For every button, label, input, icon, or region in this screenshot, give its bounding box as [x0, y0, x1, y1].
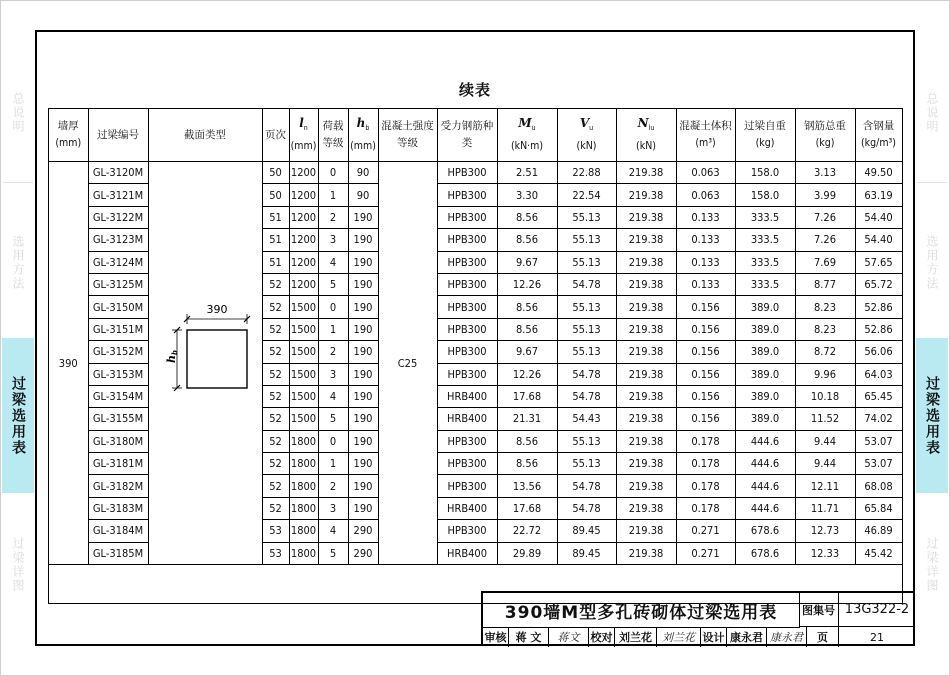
vu-cell: 54.78	[557, 475, 616, 497]
nlu-cell: 219.38	[616, 385, 676, 407]
beam-number-cell: GL-3185M	[88, 542, 148, 564]
load-grade-cell: 5	[318, 542, 348, 564]
page-cell: 52	[262, 453, 289, 475]
rebar-weight-cell: 11.71	[795, 497, 855, 519]
steel-ratio-cell: 53.07	[855, 430, 902, 452]
vu-cell: 55.13	[557, 341, 616, 363]
steel-ratio-cell: 68.08	[855, 475, 902, 497]
ln-cell: 1200	[289, 229, 318, 251]
self-weight-cell: 389.0	[735, 385, 795, 407]
ln-cell: 1200	[289, 251, 318, 273]
ln-cell: 1500	[289, 363, 318, 385]
left-tab-lintel-table[interactable]: 过梁选用表	[2, 338, 34, 493]
vu-cell: 55.13	[557, 229, 616, 251]
right-tab-details[interactable]: 过梁详图	[925, 537, 939, 593]
hb-cell: 190	[348, 273, 378, 295]
concrete-volume-cell: 0.133	[676, 251, 735, 273]
hb-cell: 190	[348, 251, 378, 273]
self-weight-cell: 333.5	[735, 206, 795, 228]
hb-cell: 190	[348, 363, 378, 385]
ln-cell: 1200	[289, 184, 318, 206]
load-grade-cell: 1	[318, 318, 348, 340]
page-cell: 52	[262, 497, 289, 519]
mu-cell: 8.56	[497, 318, 557, 340]
ln-cell: 1500	[289, 341, 318, 363]
header-nl: $N_{lu}$ (kN)	[616, 109, 676, 162]
page-cell: 53	[262, 542, 289, 564]
load-grade-cell: 2	[318, 475, 348, 497]
vu-cell: 55.13	[557, 318, 616, 340]
concrete-volume-cell: 0.133	[676, 273, 735, 295]
rebar-weight-cell: 10.18	[795, 385, 855, 407]
concrete-volume-cell: 0.156	[676, 385, 735, 407]
vu-cell: 89.45	[557, 520, 616, 542]
steel-ratio-cell: 54.40	[855, 229, 902, 251]
self-weight-cell: 333.5	[735, 251, 795, 273]
mu-cell: 17.68	[497, 385, 557, 407]
atlas-label: 图集号	[799, 593, 839, 627]
load-grade-cell: 4	[318, 520, 348, 542]
nlu-cell: 219.38	[616, 363, 676, 385]
steel-ratio-cell: 54.40	[855, 206, 902, 228]
table-header-row	[49, 109, 902, 162]
mu-cell: 8.56	[497, 430, 557, 452]
rebar-weight-cell: 3.13	[795, 162, 855, 184]
wall-thickness-cell: 390	[49, 162, 88, 565]
steel-type-cell: HPB300	[437, 475, 497, 497]
beam-number-cell: GL-3151M	[88, 318, 148, 340]
nlu-cell: 219.38	[616, 341, 676, 363]
beam-number-cell: GL-3184M	[88, 520, 148, 542]
beam-number-cell: GL-3122M	[88, 206, 148, 228]
nlu-cell: 219.38	[616, 273, 676, 295]
steel-type-cell: HRB400	[437, 542, 497, 564]
table-row	[49, 162, 902, 184]
beam-number-cell: GL-3180M	[88, 430, 148, 452]
vu-cell: 22.88	[557, 162, 616, 184]
header-page: 页次	[262, 109, 289, 162]
load-grade-cell: 5	[318, 408, 348, 430]
beam-number-cell: GL-3154M	[88, 385, 148, 407]
hb-cell: 190	[348, 296, 378, 318]
section-diagram	[164, 297, 269, 397]
concrete-grade-cell: C25	[378, 162, 437, 565]
load-grade-cell: 3	[318, 497, 348, 519]
page-cell: 50	[262, 162, 289, 184]
nlu-cell: 219.38	[616, 520, 676, 542]
drawing-frame	[35, 30, 915, 646]
header-steel: 受力钢筋种类	[437, 109, 497, 162]
rebar-weight-cell: 8.77	[795, 273, 855, 295]
vu-cell: 54.43	[557, 408, 616, 430]
nlu-cell: 219.38	[616, 251, 676, 273]
concrete-volume-cell: 0.063	[676, 162, 735, 184]
beam-number-cell: GL-3150M	[88, 296, 148, 318]
hb-cell: 190	[348, 206, 378, 228]
sheet-title: 续表	[458, 81, 491, 99]
page-cell: 52	[262, 363, 289, 385]
steel-ratio-cell: 45.42	[855, 542, 902, 564]
self-weight-cell: 333.5	[735, 273, 795, 295]
rebar-weight-cell: 7.26	[795, 229, 855, 251]
checker-signature: 刘兰花	[657, 627, 701, 647]
steel-type-cell: HRB400	[437, 408, 497, 430]
vu-cell: 89.45	[557, 542, 616, 564]
left-tab-details[interactable]: 过梁详图	[11, 537, 25, 593]
section-diagram-cell	[148, 162, 262, 565]
vu-cell: 55.13	[557, 206, 616, 228]
concrete-volume-cell: 0.133	[676, 229, 735, 251]
header-mu: $M_u$ (kN·m)	[497, 109, 557, 162]
page-label: 页	[807, 627, 839, 647]
steel-type-cell: HRB400	[437, 385, 497, 407]
page-cell: 51	[262, 229, 289, 251]
rebar-weight-cell: 7.69	[795, 251, 855, 273]
concrete-volume-cell: 0.063	[676, 184, 735, 206]
hb-cell: 190	[348, 497, 378, 519]
steel-ratio-cell: 63.19	[855, 184, 902, 206]
steel-type-cell: HPB300	[437, 273, 497, 295]
beam-number-cell: GL-3183M	[88, 497, 148, 519]
concrete-volume-cell: 0.156	[676, 408, 735, 430]
header-beam-no: 过梁编号	[88, 109, 148, 162]
mu-cell: 12.26	[497, 273, 557, 295]
beam-number-cell: GL-3124M	[88, 251, 148, 273]
beam-number-cell: GL-3123M	[88, 229, 148, 251]
vu-cell: 54.78	[557, 273, 616, 295]
page-cell: 51	[262, 251, 289, 273]
mu-cell: 9.67	[497, 251, 557, 273]
nlu-cell: 219.38	[616, 497, 676, 519]
beam-number-cell: GL-3152M	[88, 341, 148, 363]
page-cell: 52	[262, 296, 289, 318]
mu-cell: 21.31	[497, 408, 557, 430]
ln-cell: 1500	[289, 318, 318, 340]
page-cell: 52	[262, 385, 289, 407]
self-weight-cell: 678.6	[735, 542, 795, 564]
steel-ratio-cell: 52.86	[855, 318, 902, 340]
page-cell: 52	[262, 430, 289, 452]
steel-ratio-cell: 49.50	[855, 162, 902, 184]
hb-cell: 190	[348, 453, 378, 475]
right-tab-method[interactable]: 选用方法	[925, 234, 939, 291]
table-body	[49, 162, 902, 565]
load-grade-cell: 5	[318, 273, 348, 295]
nlu-cell: 219.38	[616, 542, 676, 564]
steel-ratio-cell: 57.65	[855, 251, 902, 273]
review-label: 审核	[483, 627, 509, 647]
steel-type-cell: HPB300	[437, 229, 497, 251]
steel-type-cell: HPB300	[437, 363, 497, 385]
load-grade-cell: 2	[318, 341, 348, 363]
nlu-cell: 219.38	[616, 296, 676, 318]
rebar-weight-cell: 12.73	[795, 520, 855, 542]
page-cell: 52	[262, 341, 289, 363]
steel-ratio-cell: 46.89	[855, 520, 902, 542]
steel-type-cell: HPB300	[437, 296, 497, 318]
hb-cell: 90	[348, 162, 378, 184]
ln-cell: 1800	[289, 542, 318, 564]
header-wall: 墙厚(mm)	[49, 109, 88, 162]
steel-ratio-cell: 56.06	[855, 341, 902, 363]
hb-cell: 90	[348, 184, 378, 206]
self-weight-cell: 678.6	[735, 520, 795, 542]
nlu-cell: 219.38	[616, 430, 676, 452]
mu-cell: 12.26	[497, 363, 557, 385]
self-weight-cell: 158.0	[735, 162, 795, 184]
concrete-volume-cell: 0.133	[676, 206, 735, 228]
steel-type-cell: HPB300	[437, 318, 497, 340]
self-weight-cell: 389.0	[735, 363, 795, 385]
beam-number-cell: GL-3155M	[88, 408, 148, 430]
nlu-cell: 219.38	[616, 229, 676, 251]
lintel-table-box	[48, 108, 903, 604]
steel-ratio-cell: 65.72	[855, 273, 902, 295]
nlu-cell: 219.38	[616, 475, 676, 497]
rebar-weight-cell: 9.44	[795, 453, 855, 475]
mu-cell: 2.51	[497, 162, 557, 184]
concrete-volume-cell: 0.178	[676, 430, 735, 452]
steel-type-cell: HPB300	[437, 453, 497, 475]
ln-cell: 1500	[289, 296, 318, 318]
rebar-weight-cell: 8.23	[795, 296, 855, 318]
rebar-weight-cell: 3.99	[795, 184, 855, 206]
beam-number-cell: GL-3181M	[88, 453, 148, 475]
beam-number-cell: GL-3153M	[88, 363, 148, 385]
load-grade-cell: 0	[318, 296, 348, 318]
load-grade-cell: 0	[318, 430, 348, 452]
steel-ratio-cell: 53.07	[855, 453, 902, 475]
beam-number-cell: GL-3120M	[88, 162, 148, 184]
page-cell: 50	[262, 184, 289, 206]
load-grade-cell: 1	[318, 453, 348, 475]
drawing-title: 390墙M型多孔砖砌体过梁选用表	[483, 593, 800, 628]
concrete-volume-cell: 0.271	[676, 520, 735, 542]
hb-cell: 190	[348, 430, 378, 452]
right-tab-separator	[917, 182, 947, 183]
self-weight-cell: 389.0	[735, 296, 795, 318]
steel-type-cell: HPB300	[437, 184, 497, 206]
concrete-volume-cell: 0.178	[676, 475, 735, 497]
ln-cell: 1500	[289, 385, 318, 407]
rebar-weight-cell: 8.72	[795, 341, 855, 363]
design-label: 设计	[701, 627, 727, 647]
hb-cell: 290	[348, 520, 378, 542]
ln-cell: 1200	[289, 273, 318, 295]
concrete-volume-cell: 0.178	[676, 453, 735, 475]
nlu-cell: 219.38	[616, 162, 676, 184]
header-rebar: 钢筋总重 (kg)	[795, 109, 855, 162]
hb-cell: 190	[348, 229, 378, 251]
right-tab-general[interactable]: 总说明	[925, 92, 939, 134]
mu-cell: 22.72	[497, 520, 557, 542]
self-weight-cell: 389.0	[735, 341, 795, 363]
mu-cell: 3.30	[497, 184, 557, 206]
ln-cell: 1800	[289, 430, 318, 452]
rebar-weight-cell: 7.26	[795, 206, 855, 228]
load-grade-cell: 3	[318, 229, 348, 251]
hb-cell: 290	[348, 542, 378, 564]
load-grade-cell: 3	[318, 363, 348, 385]
right-tab-lintel-table[interactable]: 过梁选用表	[916, 338, 948, 493]
self-weight-cell: 444.6	[735, 497, 795, 519]
mu-cell: 29.89	[497, 542, 557, 564]
header-ln: $l_n$ (mm)	[289, 109, 318, 162]
ln-cell: 1800	[289, 497, 318, 519]
vu-cell: 55.13	[557, 251, 616, 273]
load-grade-cell: 0	[318, 162, 348, 184]
steel-type-cell: HRB400	[437, 497, 497, 519]
ln-cell: 1200	[289, 206, 318, 228]
steel-type-cell: HPB300	[437, 206, 497, 228]
hb-cell: 190	[348, 475, 378, 497]
nlu-cell: 219.38	[616, 206, 676, 228]
steel-ratio-cell: 74.02	[855, 408, 902, 430]
header-hb: $h_b$ (mm)	[348, 109, 378, 162]
page-cell: 51	[262, 206, 289, 228]
ln-cell: 1800	[289, 453, 318, 475]
page-cell: 52	[262, 408, 289, 430]
concrete-volume-cell: 0.156	[676, 318, 735, 340]
mu-cell: 8.56	[497, 296, 557, 318]
mu-cell: 8.56	[497, 453, 557, 475]
steel-ratio-cell: 65.84	[855, 497, 902, 519]
reviewer-signature: 蒋文	[549, 627, 589, 647]
vu-cell: 55.13	[557, 430, 616, 452]
header-steel-ratio: 含钢量 (kg/m³)	[855, 109, 902, 162]
reviewer-name: 蒋 文	[509, 627, 549, 647]
nlu-cell: 219.38	[616, 184, 676, 206]
self-weight-cell: 444.6	[735, 475, 795, 497]
mu-cell: 9.67	[497, 341, 557, 363]
mu-cell: 13.56	[497, 475, 557, 497]
header-section: 截面类型	[148, 109, 262, 162]
section-rectangle	[187, 330, 247, 388]
load-grade-cell: 1	[318, 184, 348, 206]
steel-type-cell: HPB300	[437, 520, 497, 542]
header-load: 荷载等级	[318, 109, 348, 162]
self-weight-cell: 333.5	[735, 229, 795, 251]
concrete-volume-cell: 0.178	[676, 497, 735, 519]
page-number: 21	[870, 630, 884, 644]
self-weight-cell: 389.0	[735, 408, 795, 430]
concrete-volume-cell: 0.271	[676, 542, 735, 564]
steel-type-cell: HPB300	[437, 162, 497, 184]
header-concrete: 混凝土强度等级	[378, 109, 437, 162]
designer-signature: 康永君	[767, 627, 807, 647]
mu-cell: 17.68	[497, 497, 557, 519]
rebar-weight-cell: 12.33	[795, 542, 855, 564]
header-vu: $V_u$ (kN)	[557, 109, 616, 162]
ln-cell: 1200	[289, 162, 318, 184]
vu-cell: 55.13	[557, 453, 616, 475]
left-tab-general[interactable]: 总说明	[11, 92, 25, 134]
load-grade-cell: 2	[318, 206, 348, 228]
vu-cell: 54.78	[557, 497, 616, 519]
checker-name: 刘兰花	[615, 627, 657, 647]
rebar-weight-cell: 8.23	[795, 318, 855, 340]
self-weight-cell: 444.6	[735, 430, 795, 452]
ln-cell: 1500	[289, 408, 318, 430]
page-cell: 52	[262, 475, 289, 497]
page-cell: 52	[262, 318, 289, 340]
beam-number-cell: GL-3182M	[88, 475, 148, 497]
rebar-weight-cell: 12.11	[795, 475, 855, 497]
height-label: hb	[164, 350, 179, 363]
mu-cell: 8.56	[497, 206, 557, 228]
left-tab-separator	[3, 182, 33, 183]
steel-ratio-cell: 64.03	[855, 363, 902, 385]
nlu-cell: 219.38	[616, 318, 676, 340]
header-weight: 过梁自重 (kg)	[735, 109, 795, 162]
ln-cell: 1800	[289, 475, 318, 497]
signature-row	[483, 627, 915, 647]
self-weight-cell: 158.0	[735, 184, 795, 206]
self-weight-cell: 389.0	[735, 318, 795, 340]
designer-name: 康永君	[727, 627, 767, 647]
self-weight-cell: 444.6	[735, 453, 795, 475]
beam-number-cell: GL-3125M	[88, 273, 148, 295]
beam-number-cell: GL-3121M	[88, 184, 148, 206]
vu-cell: 22.54	[557, 184, 616, 206]
nlu-cell: 219.38	[616, 453, 676, 475]
header-volume: 混凝土体积 (m³)	[676, 109, 735, 162]
hb-cell: 190	[348, 385, 378, 407]
atlas-number: 13G322-2	[839, 593, 915, 627]
lintel-table	[49, 109, 903, 565]
vu-cell: 54.78	[557, 385, 616, 407]
rebar-weight-cell: 9.96	[795, 363, 855, 385]
steel-ratio-cell: 65.45	[855, 385, 902, 407]
concrete-volume-cell: 0.156	[676, 363, 735, 385]
load-grade-cell: 4	[318, 251, 348, 273]
vu-cell: 55.13	[557, 296, 616, 318]
concrete-volume-cell: 0.156	[676, 296, 735, 318]
hb-cell: 190	[348, 341, 378, 363]
check-label: 校对	[589, 627, 615, 647]
hb-cell: 190	[348, 318, 378, 340]
rebar-weight-cell: 11.52	[795, 408, 855, 430]
steel-type-cell: HPB300	[437, 430, 497, 452]
concrete-volume-cell: 0.156	[676, 341, 735, 363]
page-cell: 52	[262, 273, 289, 295]
width-label: 390	[206, 303, 227, 316]
vu-cell: 54.78	[557, 363, 616, 385]
nlu-cell: 219.38	[616, 408, 676, 430]
hb-cell: 190	[348, 408, 378, 430]
steel-type-cell: HPB300	[437, 341, 497, 363]
mu-cell: 8.56	[497, 229, 557, 251]
load-grade-cell: 4	[318, 385, 348, 407]
title-block	[481, 591, 915, 646]
left-tab-method[interactable]: 选用方法	[11, 234, 25, 291]
steel-ratio-cell: 52.86	[855, 296, 902, 318]
rebar-weight-cell: 9.44	[795, 430, 855, 452]
page-cell: 53	[262, 520, 289, 542]
ln-cell: 1800	[289, 520, 318, 542]
steel-type-cell: HPB300	[437, 251, 497, 273]
